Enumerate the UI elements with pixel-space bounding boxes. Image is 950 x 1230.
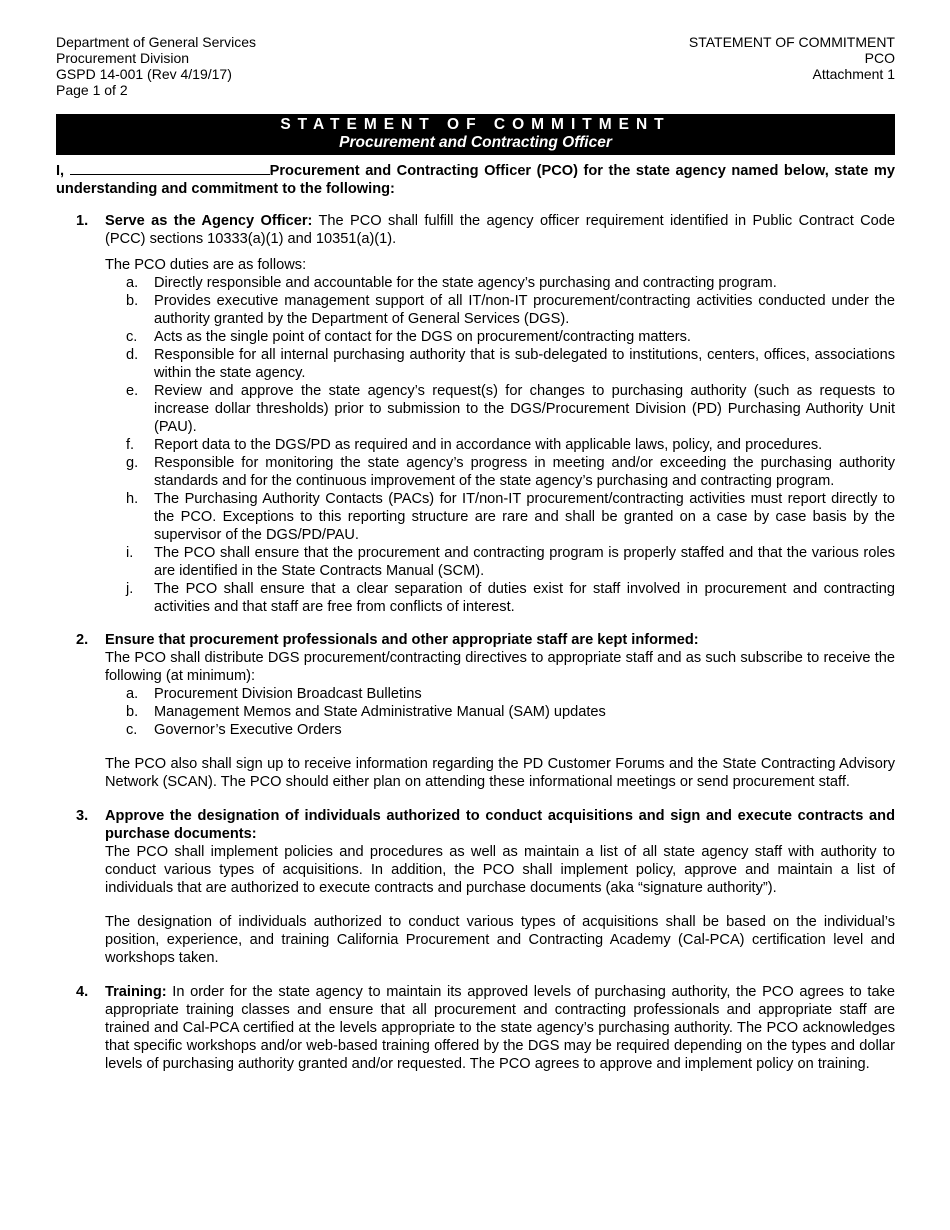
list-item (105, 346, 895, 382)
list-text: Report data to the DGS/PD as required and in accordance with applicable laws, policy, and procedures. (154, 437, 823, 453)
list-text: The Purchasing Authority Contacts (PACs) for IT/non-IT procurement/contracting activities must report directly to the PCO. Exceptions to this reporting structure are rare and shall be granted on a case by case basis by the supervisor of the DGS/PD/PAU. (154, 491, 895, 543)
list-item (105, 328, 895, 346)
header-department: Department of General Services (56, 34, 256, 50)
section-heading: Ensure that procurement professionals and other appropriate staff are kept informed: (105, 632, 699, 648)
header-right (689, 34, 895, 98)
list-letter: g. (126, 455, 139, 471)
list-item (105, 703, 895, 721)
list-letter: e. (126, 383, 139, 399)
section-text: The PCO shall fulfill the agency officer requirement identified in Public Contract Code (PCC) sections 10333(a)(1) and 10351(a)(1). (105, 213, 895, 247)
list-item (105, 490, 895, 544)
section-number: 3. (76, 808, 89, 824)
header-division: Procurement Division (56, 50, 190, 66)
list-letter: h. (126, 491, 139, 507)
list-text: Responsible for all internal purchasing authority that is sub-delegated to institutions, centers, offices, associations within the state agency. (154, 347, 895, 381)
list-text: Acts as the single point of contact for the DGS on procurement/contracting matters. (154, 329, 691, 345)
list-letter: a. (126, 686, 139, 702)
list-letter: i. (126, 545, 134, 561)
list-item (105, 721, 895, 739)
header-form-number: GSPD 14-001 (Rev 4/19/17) (56, 66, 232, 82)
list-text: Management Memos and State Administrative Manual (SAM) updates (154, 704, 606, 720)
list-item (105, 436, 895, 454)
duties-intro: The PCO duties are as follows: (105, 257, 307, 273)
section-number: 2. (76, 632, 89, 648)
header-doc-title: STATEMENT OF COMMITMENT (688, 34, 895, 50)
section-text: The PCO shall implement policies and procedures as well as maintain a list of all state agency staff with authority to conduct various types of acquisitions. In addition, the PCO shall implement policy, approve and maintain a list of individuals that are authorized to execute contracts and purchase documents (aka “signature authority”). (105, 844, 895, 896)
list-item (105, 454, 895, 490)
section-number: 4. (76, 984, 89, 1000)
title-banner (56, 114, 895, 155)
section-heading: Training: (105, 984, 167, 1000)
list-letter: c. (126, 329, 138, 345)
section-number: 1. (76, 213, 89, 229)
banner-title: STATEMENT OF COMMITMENT (280, 116, 671, 133)
list-letter: j. (126, 581, 134, 597)
name-signature-blank[interactable] (70, 162, 270, 175)
section-heading: Serve as the Agency Officer: (105, 213, 313, 229)
list-text: Governor’s Executive Orders (154, 722, 342, 738)
list-text: Provides executive management support of all IT/non-IT procurement/contracting activities conducted under the authority granted by the Department of General Services (DGS). (154, 293, 895, 327)
list-letter: c. (126, 722, 138, 738)
section-training (56, 983, 895, 1073)
section-paragraph: The designation of individuals authorized to conduct various types of acquisitions shall be based on the individual’s position, experience, and training California Procurement and Contracting Academy (Cal-PCA) certification level and workshops taken. (105, 914, 895, 966)
list-text: Review and approve the state agency’s request(s) for changes to purchasing authority (such as requests to increase dollar thresholds) prior to submission to the DGS/Procurement Division (PD) Purchasing Authority Unit (PAU). (154, 383, 895, 435)
list-letter: f. (126, 437, 135, 453)
section-designation (56, 807, 895, 967)
section-body (105, 983, 895, 1073)
list-text: The PCO shall ensure that a clear separation of duties exist for staff involved in procurement and contracting activities and that staff are free from conflicts of interest. (154, 581, 895, 615)
list-item (105, 544, 895, 580)
section-text: The PCO shall distribute DGS procurement/contracting directives to appropriate staff and as such subscribe to receive the following (at minimum): (105, 650, 895, 684)
section-paragraph: The PCO also shall sign up to receive information regarding the PD Customer Forums and the State Contracting Advisory Network (SCAN). The PCO should either plan on attending these informational meetings or send procurement staff. (105, 756, 895, 790)
list-letter: b. (126, 704, 139, 720)
header-attachment: Attachment 1 (812, 66, 895, 82)
list-letter: d. (126, 347, 139, 363)
section-agency-officer (56, 212, 895, 616)
section-keep-informed (56, 631, 895, 791)
banner-subtitle: Procurement and Contracting Officer (339, 134, 612, 151)
list-letter: b. (126, 293, 139, 309)
intro-text: Procurement and Contracting Officer (PCO) for the state agency named below, state my understanding and commitment to the following: (56, 163, 895, 197)
list-item (105, 292, 895, 328)
section-text: In order for the state agency to maintain its approved levels of purchasing authority, the PCO agrees to take appropriate training classes and ensure that all procurement and contracting professionals and appropriate staff are trained and Cal-PCA certified at the levels appropriate to the state agency’s purchasing authority. The PCO acknowledges that specific workshops and/or web-based training offered by the DGS may be required depending on the types and dollar levels of purchasing authority granted and/or requested. The PCO agrees to approve and implement policy on training. (105, 984, 895, 1072)
header-left (56, 34, 256, 98)
intro-statement (56, 162, 895, 198)
list-text: Responsible for monitoring the state agency’s progress in meeting and/or exceeding the purchasing authority standards and for the continuous improvement of the state agency’s purchasing and contracting program. (154, 455, 895, 489)
list-item (105, 382, 895, 436)
intro-prefix: I, (56, 163, 65, 179)
subscriptions-list (105, 685, 895, 739)
document-page (56, 34, 895, 1073)
header-page-number: Page 1 of 2 (56, 82, 128, 98)
section-heading: Approve the designation of individuals authorized to conduct acquisitions and sign and execute contracts and purchase documents: (105, 808, 895, 842)
list-item (105, 685, 895, 703)
section-body (105, 212, 895, 248)
page-header (56, 34, 895, 98)
list-item (105, 580, 895, 616)
list-text: Procurement Division Broadcast Bulletins (154, 686, 422, 702)
list-text: The PCO shall ensure that the procurement and contracting program is properly staffed and that the various roles are identified in the State Contracts Manual (SCM). (154, 545, 895, 579)
header-doc-code: PCO (864, 50, 895, 66)
list-text: Directly responsible and accountable for the state agency’s purchasing and contracting program. (154, 275, 777, 291)
duties-list (105, 274, 895, 616)
list-letter: a. (126, 275, 139, 291)
list-item (105, 274, 895, 292)
